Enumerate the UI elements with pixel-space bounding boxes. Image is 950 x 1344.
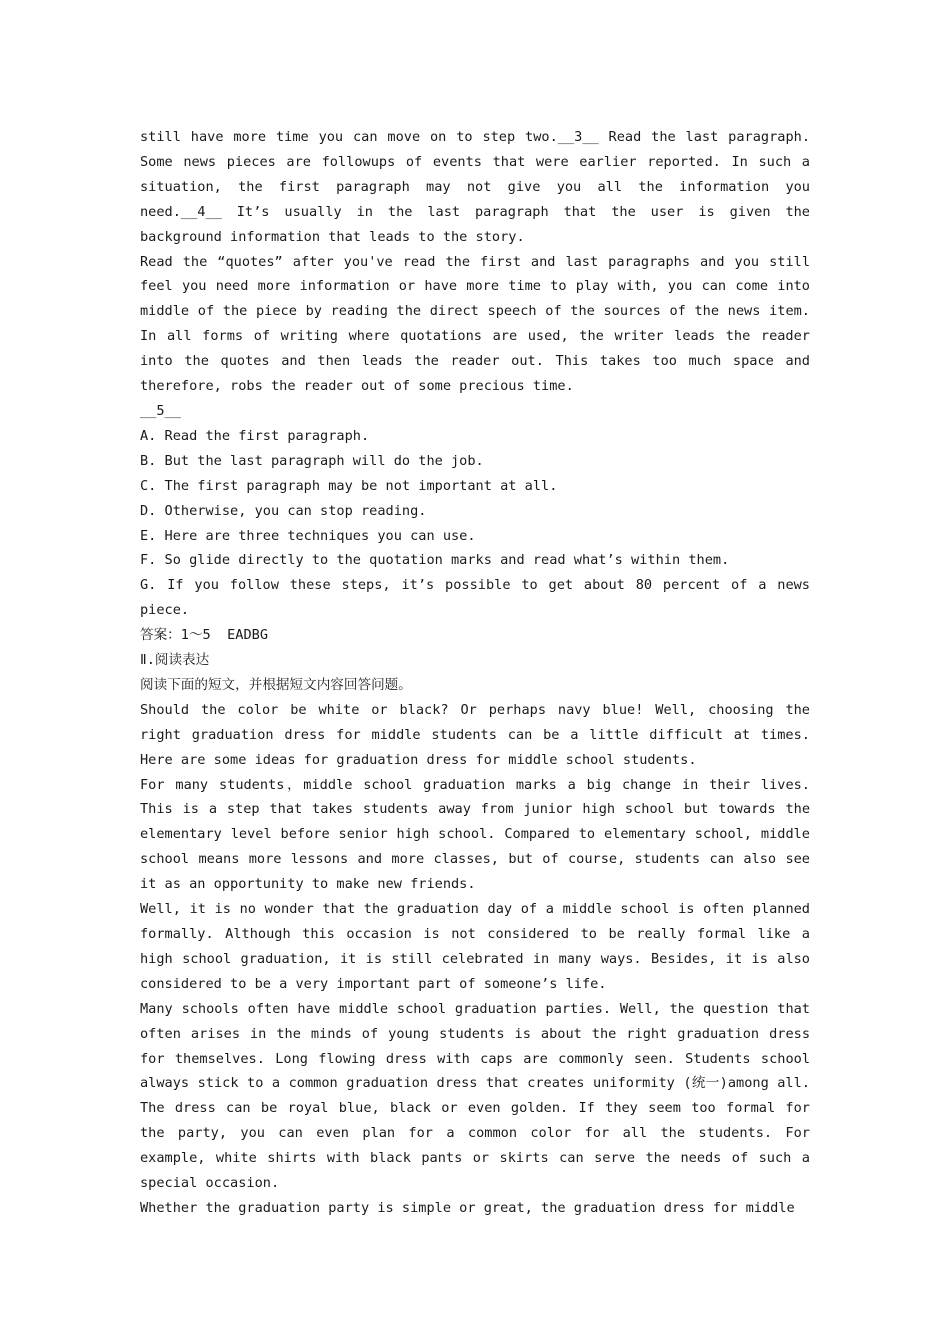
section-instruction: 阅读下面的短文，并根据短文内容回答问题。 [140, 676, 412, 693]
passage-paragraph: still have more time you can move on to step two.__3__ Read the last paragraph. Some news pieces are followups of events that were earlier reported. In such a situation, the first paragraph may not give you all the information you need.__4__ It’s usually in the last paragraph that the user is given the background information that leads to the story. [140, 129, 810, 245]
article-paragraph: For many students，middle school graduation marks a big change in their lives. This is a step that takes students away from junior high school but towards the elementary level before senior high school. Compared to elementary school, middle school means more lessons and more classes, but of course, students can also see it as an opportunity to make new friends. [140, 776, 810, 893]
option-f: F. So glide directly to the quotation marks and read what’s within them. [140, 552, 730, 569]
article-paragraph: Many schools often have middle school graduation parties. Well, the question that often arises in the minds of young students is about the right graduation dress for themselves. Long flowing dress with caps are commonly seen. Students school always stick to a common graduation dress that creates uniformity (统一)among all. The dress can be royal blue, black or even golden. If they seem too formal for the party, you can even plan for a common color for all the students. For example, white shirts with black pants or skirts can serve the needs of such a special occasion. [140, 1000, 810, 1192]
section-heading: Ⅱ.阅读表达 [140, 652, 210, 669]
passage-paragraph: Read the “quotes” after you've read the first and last paragraphs and you still feel you need more information or have more time to play with, you can come into middle of the piece by reading the direct speech of the sources of the news item. In all forms of writing where quotations are used, the writer leads the reader into the quotes and then leads the reader out. This takes too much space and therefore, robs the reader out of some precious time. [140, 253, 810, 395]
article-paragraph: Should the color be white or black? Or perhaps navy blue! Well, choosing the right graduation dress for middle students can be a little difficult at times. Here are some ideas for graduation dress for middle school students. [140, 701, 810, 768]
option-e: E. Here are three techniques you can use. [140, 527, 476, 544]
option-b: B. But the last paragraph will do the job. [140, 452, 484, 469]
answer-key: 答案：1～5 EADBG [140, 627, 269, 644]
option-g: G. If you follow these steps, it’s possible to get about 80 percent of a news piece. [140, 577, 810, 619]
article-paragraph: Well, it is no wonder that the graduation day of a middle school is often planned formally. Although this occasion is not considered to be really formal like a high school graduation, it is still celebrated in many ways. Besides, it is also considered to be a very important part of someone’s life. [140, 901, 810, 992]
blank-5: __5__ [140, 402, 181, 419]
option-c: C. The first paragraph may be not important at all. [140, 477, 558, 494]
option-a: A. Read the first paragraph. [140, 427, 370, 444]
document-page [140, 125, 810, 1221]
article-paragraph: Whether the graduation party is simple or great, the graduation dress for middle [140, 1199, 795, 1216]
option-d: D. Otherwise, you can stop reading. [140, 502, 427, 519]
